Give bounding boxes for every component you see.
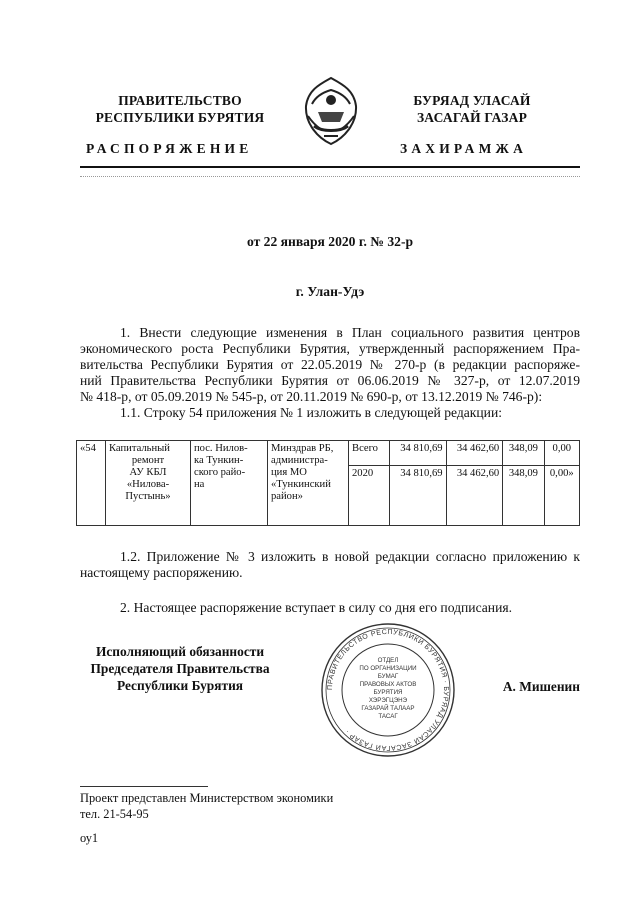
location-line: пос. Нилов- <box>194 443 248 454</box>
cell-total-v4: 0,00 <box>544 441 579 466</box>
gov-name-bua <box>382 92 562 126</box>
responsible-line: ция МО <box>271 467 307 478</box>
doc-type-bua: ЗАХИРАМЖА <box>400 141 528 156</box>
name-line: Капитальный <box>109 443 170 454</box>
cell-year-label: 2020 <box>349 466 390 526</box>
header-dotted-rule <box>80 176 580 177</box>
responsible-line: район» <box>271 491 303 502</box>
name-line: «Нилова- <box>126 479 170 490</box>
doc-type-ru: РАСПОРЯЖЕНИЕ <box>86 141 253 156</box>
p1-line-5: № 418-р, от 05.09.2019 № 545-р, от 20.11.2019 № 690-р, от 13.12.2019 № 746-р): <box>80 389 543 404</box>
footer-notes <box>80 790 420 846</box>
gov-name-bua-line1: БУРЯАД УЛАСАЙ <box>413 93 531 108</box>
signatory-name: А. Мишенин <box>502 679 580 694</box>
stamp-center-line: ХЭРЭГЦЭНЭ <box>368 697 408 704</box>
p1-line-3: вительства Республики Бурятия от 22.05.2019 № 270-р (в редакции распоряже- <box>80 357 580 372</box>
stamp-center-line: БУРЯТИЯ <box>373 689 403 696</box>
responsible-line: «Тункинский <box>271 479 331 490</box>
signatory-title <box>80 643 280 694</box>
footer-rule <box>80 786 208 787</box>
p1-2-line-2: настоящему распоряжению. <box>80 565 243 580</box>
cell-year-v1: 34 810,69 <box>390 466 447 526</box>
p1-1-line: 1.1. Строку 54 приложения № 1 изложить в следующей редакции: <box>120 405 503 420</box>
gov-name-bua-line2: ЗАСАГАЙ ГАЗАР <box>416 110 528 125</box>
location-line: ского райо- <box>194 467 246 478</box>
cell-name <box>106 441 191 526</box>
stamp-center-line: ОТДЕЛ <box>377 657 399 664</box>
stamp-center-line: БУМАГ <box>377 673 399 680</box>
footer-line-3: оу1 <box>80 831 99 845</box>
stamp-center-line: ГАЗАРАЙ ТАЛААР <box>361 705 415 712</box>
name-line: ремонт <box>131 455 165 466</box>
footer-line-1: Проект представлен Министерством экономики <box>80 791 334 805</box>
signatory-title-line2: Председателя Правительства <box>90 661 270 676</box>
cell-total-v3: 348,09 <box>503 441 544 466</box>
location-line: ка Тункин- <box>194 455 244 466</box>
row-number: «54 <box>80 443 96 454</box>
stamp-center-line: ПРАВОВЫХ АКТОВ <box>359 681 417 688</box>
name-line: АУ КБЛ <box>129 467 167 478</box>
date-number: от 22 января 2020 г. № 32-р <box>246 234 414 249</box>
gov-name-ru-line1: ПРАВИТЕЛЬСТВО <box>118 93 242 108</box>
cell-year-v2: 34 462,60 <box>446 466 503 526</box>
p1-line-2: экономического роста Республики Бурятия, утвержденный распоряжением Пра- <box>80 341 580 356</box>
official-stamp <box>320 622 456 758</box>
responsible-line: Минздрав РБ, <box>271 443 334 454</box>
paragraph-2: 2. Настоящее распоряжение вступает в силу со дня его подписания. <box>120 600 513 615</box>
cell-responsible <box>268 441 349 526</box>
city: г. Улан-Удэ <box>295 284 365 299</box>
cell-number <box>77 441 106 526</box>
p1-line-4: ний Правительства Республики Бурятия от 06.06.2019 № 327-р, от 12.07.2019 <box>80 373 580 388</box>
stamp-center-line: ПО ОРГАНИЗАЦИИ <box>359 665 417 672</box>
header-rule <box>80 166 580 168</box>
footer-line-2: тел. 21-54-95 <box>80 807 149 821</box>
cell-total-v2: 34 462,60 <box>446 441 503 466</box>
gov-name-ru-line2: РЕСПУБЛИКИ БУРЯТИЯ <box>95 110 265 125</box>
cell-total-label: Всего <box>349 441 390 466</box>
paragraph-1-2 <box>80 549 580 581</box>
cell-total-v1: 34 810,69 <box>390 441 447 466</box>
signatory-title-line3: Республики Бурятия <box>116 678 244 693</box>
signatory-title-line1: Исполняющий обязанности <box>95 644 265 659</box>
paragraph-1 <box>80 325 580 421</box>
location-line: на <box>194 479 205 490</box>
name-line: Пустынь» <box>125 491 171 502</box>
p1-line-1: 1. Внести следующие изменения в План социального развития центров <box>120 325 580 340</box>
stamp-center-line: ТАСАГ <box>378 713 398 720</box>
plan-table <box>76 440 580 526</box>
cell-year-v3: 348,09 <box>503 466 544 526</box>
coat-of-arms-emblem <box>300 76 362 146</box>
table-row <box>77 441 580 466</box>
stamp-ring-text: ПРАВИТЕЛЬСТВО РЕСПУБЛИКИ БУРЯТИЯ · БУРЯАД УЛАСАЙ ЗАСАГАЙ ГАЗАР · <box>326 628 450 752</box>
responsible-line: администра- <box>271 455 328 466</box>
cell-location <box>191 441 268 526</box>
cell-year-v4: 0,00» <box>544 466 579 526</box>
gov-name-ru <box>80 92 280 126</box>
p1-2-line-1: 1.2. Приложение № 3 изложить в новой редакции согласно приложению к <box>120 549 580 564</box>
